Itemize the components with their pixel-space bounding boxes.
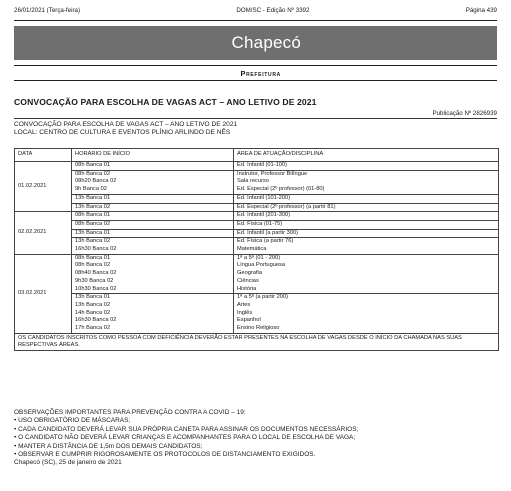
schedule-table: [14, 148, 499, 351]
start-time: 14h Banca 02: [75, 309, 111, 316]
area-discipline: Ed. Física (a partir 76): [237, 238, 294, 245]
start-time: 13h Banca 02: [75, 238, 111, 245]
table-row: [15, 238, 499, 254]
area-cell: [234, 194, 499, 203]
intro-text: [14, 121, 237, 137]
start-time: 08h20 Banca 02: [75, 178, 117, 185]
area-cell: [234, 170, 499, 194]
area-cell: [234, 212, 499, 221]
area-discipline: Ed. Infantil (01-100): [237, 162, 287, 168]
start-time: 10h30 Banca 02: [75, 285, 117, 292]
schedule-date-cell: 03.02.2021: [15, 254, 72, 333]
start-time-cell: [72, 238, 234, 254]
start-time: 13h Banca 02: [75, 203, 111, 210]
column-header-time: HORÁRIO DE INÍCIO: [72, 149, 234, 162]
start-time: 08h Banca 02: [75, 262, 111, 269]
area-discipline: Artes: [237, 301, 251, 308]
table-note-row: [15, 333, 499, 351]
area-discipline: Língua Portuguesa: [237, 262, 286, 269]
start-time: 13h Banca 01: [75, 294, 111, 301]
observation-item: • O CANDIDATO NÃO DEVERÁ LEVAR CRIANÇAS E ACOMPANHANTES PARA O LOCAL DE ESCOLHA DE VAGA;: [14, 434, 356, 442]
table-row: [15, 229, 499, 238]
start-time-cell: [72, 162, 234, 171]
area-cell: [234, 203, 499, 212]
header-edition: DOM/SC - Edição Nº 3392: [236, 6, 310, 14]
section-label: Prefeitura: [240, 68, 281, 78]
section-bar: [14, 65, 497, 81]
area-discipline: Inglês: [237, 309, 253, 316]
observation-item: • CADA CANDIDATO DEVERÁ LEVAR SUA PRÓPRIA CANETA PARA ASSINAR OS DOCUMENTOS NECESSÁRIOS;: [14, 425, 359, 433]
start-time: 13h Banca 01: [75, 229, 111, 236]
header-divider: [14, 20, 497, 21]
start-time-cell: [72, 254, 234, 294]
area-discipline: Geografia: [237, 270, 262, 277]
start-time: 08h40 Banca 02: [75, 270, 117, 277]
observation-item: • OBSERVAR E CUMPRIR RIGOROSAMENTE OS PROTOCOLOS DE DISTANCIAMENTO EXIGIDOS.: [14, 451, 316, 459]
start-time: 08h Banca 01: [75, 162, 111, 168]
municipality-name: Chapecó: [231, 33, 301, 52]
schedule-date-cell: 01.02.2021: [15, 162, 72, 212]
title-divider: [14, 118, 497, 119]
start-time: 08h Banca 01: [75, 254, 111, 261]
area-discipline: Ed. Infantil (201-300): [237, 212, 291, 219]
start-time-cell: [72, 229, 234, 238]
table-row: [15, 194, 499, 203]
start-time: 16h30 Banca 02: [75, 246, 117, 253]
column-header-date: DATA: [15, 149, 72, 162]
header-date: 26/01/2021 (Terça-feira): [14, 6, 81, 14]
start-time: 9h30 Banca 02: [75, 277, 114, 284]
area-discipline: Espanhol: [237, 317, 261, 324]
start-time: 08h Banca 01: [75, 212, 111, 219]
start-time: 9h Banca 02: [75, 186, 107, 193]
header-page-number: Página 439: [465, 6, 497, 14]
observation-item: • USO OBRIGATÓRIO DE MÁSCARAS;: [14, 417, 131, 425]
area-discipline: Matemática: [237, 246, 267, 253]
publication-number: Publicação Nº 2826939: [432, 110, 497, 117]
area-discipline: Ensino Religioso: [237, 325, 280, 332]
area-discipline: Ed. Especial (2º professor) (01-80): [237, 186, 325, 193]
area-cell: [234, 162, 499, 171]
accessibility-note: OS CANDIDATOS INSCRITOS COMO PESSOA COM DEFICIÊNCIA DEVERÃO ESTAR PRESENTES NA ESCOLHA DE VAGAS DESDE O INÍCIO DA CHAMADA NAS SUAS RESPECTIVAS ÁREAS.: [15, 333, 499, 351]
area-discipline: Sala recurso: [237, 178, 269, 185]
start-time-cell: [72, 294, 234, 334]
area-cell: [234, 229, 499, 238]
start-time: 16h30 Banca 02: [75, 317, 117, 324]
start-time-cell: [72, 220, 234, 229]
area-cell: [234, 294, 499, 334]
area-discipline: 1ª a 5ª (a partir 200): [237, 294, 288, 301]
table-row: [15, 220, 499, 229]
area-cell: [234, 254, 499, 294]
start-time: 17h Banca 02: [75, 325, 111, 332]
observations-heading: OBSERVAÇÕES IMPORTANTES PARA PREVENÇÃO CONTRA A COVID – 19:: [14, 409, 246, 416]
area-discipline: Ed. Infantil (a partir 300): [237, 229, 299, 236]
sign-off-date: Chapecó (SC), 25 de janeiro de 2021: [14, 459, 122, 467]
area-cell: [234, 220, 499, 229]
table-row: [15, 170, 499, 194]
area-discipline: 1ª a 5ª (01 - 200): [237, 254, 281, 261]
observations-block: [14, 409, 358, 468]
area-cell: [234, 238, 499, 254]
start-time: 08h Banca 02: [75, 170, 111, 177]
start-time: 13h Banca 01: [75, 194, 111, 201]
start-time-cell: [72, 212, 234, 221]
area-discipline: Ed. Infantil (101-200): [237, 194, 291, 201]
document-title: CONVOCAÇÃO PARA ESCOLHA DE VAGAS ACT – ANO LETIVO DE 2021: [14, 97, 317, 107]
table-row: [15, 254, 499, 294]
area-discipline: Ciências: [237, 277, 259, 284]
schedule-date-cell: 02.02.2021: [15, 212, 72, 255]
start-time-cell: [72, 170, 234, 194]
area-discipline: História: [237, 285, 257, 292]
start-time-cell: [72, 203, 234, 212]
area-discipline: Instrutor, Professor Bilíngue: [237, 170, 308, 177]
table-header-row: [15, 149, 499, 162]
table-row: [15, 162, 499, 171]
start-time-cell: [72, 194, 234, 203]
table-row: [15, 203, 499, 212]
start-time: 13h Banca 02: [75, 301, 111, 308]
observation-item: • MANTER A DISTÂNCIA DE 1,5m DOS DEMAIS CANDIDATOS;: [14, 442, 203, 450]
area-discipline: Ed. Especial (2º professor) (a partir 81): [237, 203, 336, 210]
table-row: [15, 212, 499, 221]
page-header: [14, 4, 497, 16]
intro-line: CONVOCAÇÃO PARA ESCOLHA DE VAGAS ACT – ANO LETIVO DE 2021: [14, 121, 238, 128]
municipality-banner: [14, 26, 497, 60]
column-header-area: ÁREA DE ATUAÇÃO/DISCIPLINA: [234, 149, 499, 162]
start-time: 08h Banca 02: [75, 220, 111, 227]
intro-location: LOCAL: CENTRO DE CULTURA E EVENTOS PLÍNIO ARLINDO DE NÊS: [14, 129, 231, 137]
table-row: [15, 294, 499, 334]
area-discipline: Ed. Física (01-75): [237, 220, 283, 227]
